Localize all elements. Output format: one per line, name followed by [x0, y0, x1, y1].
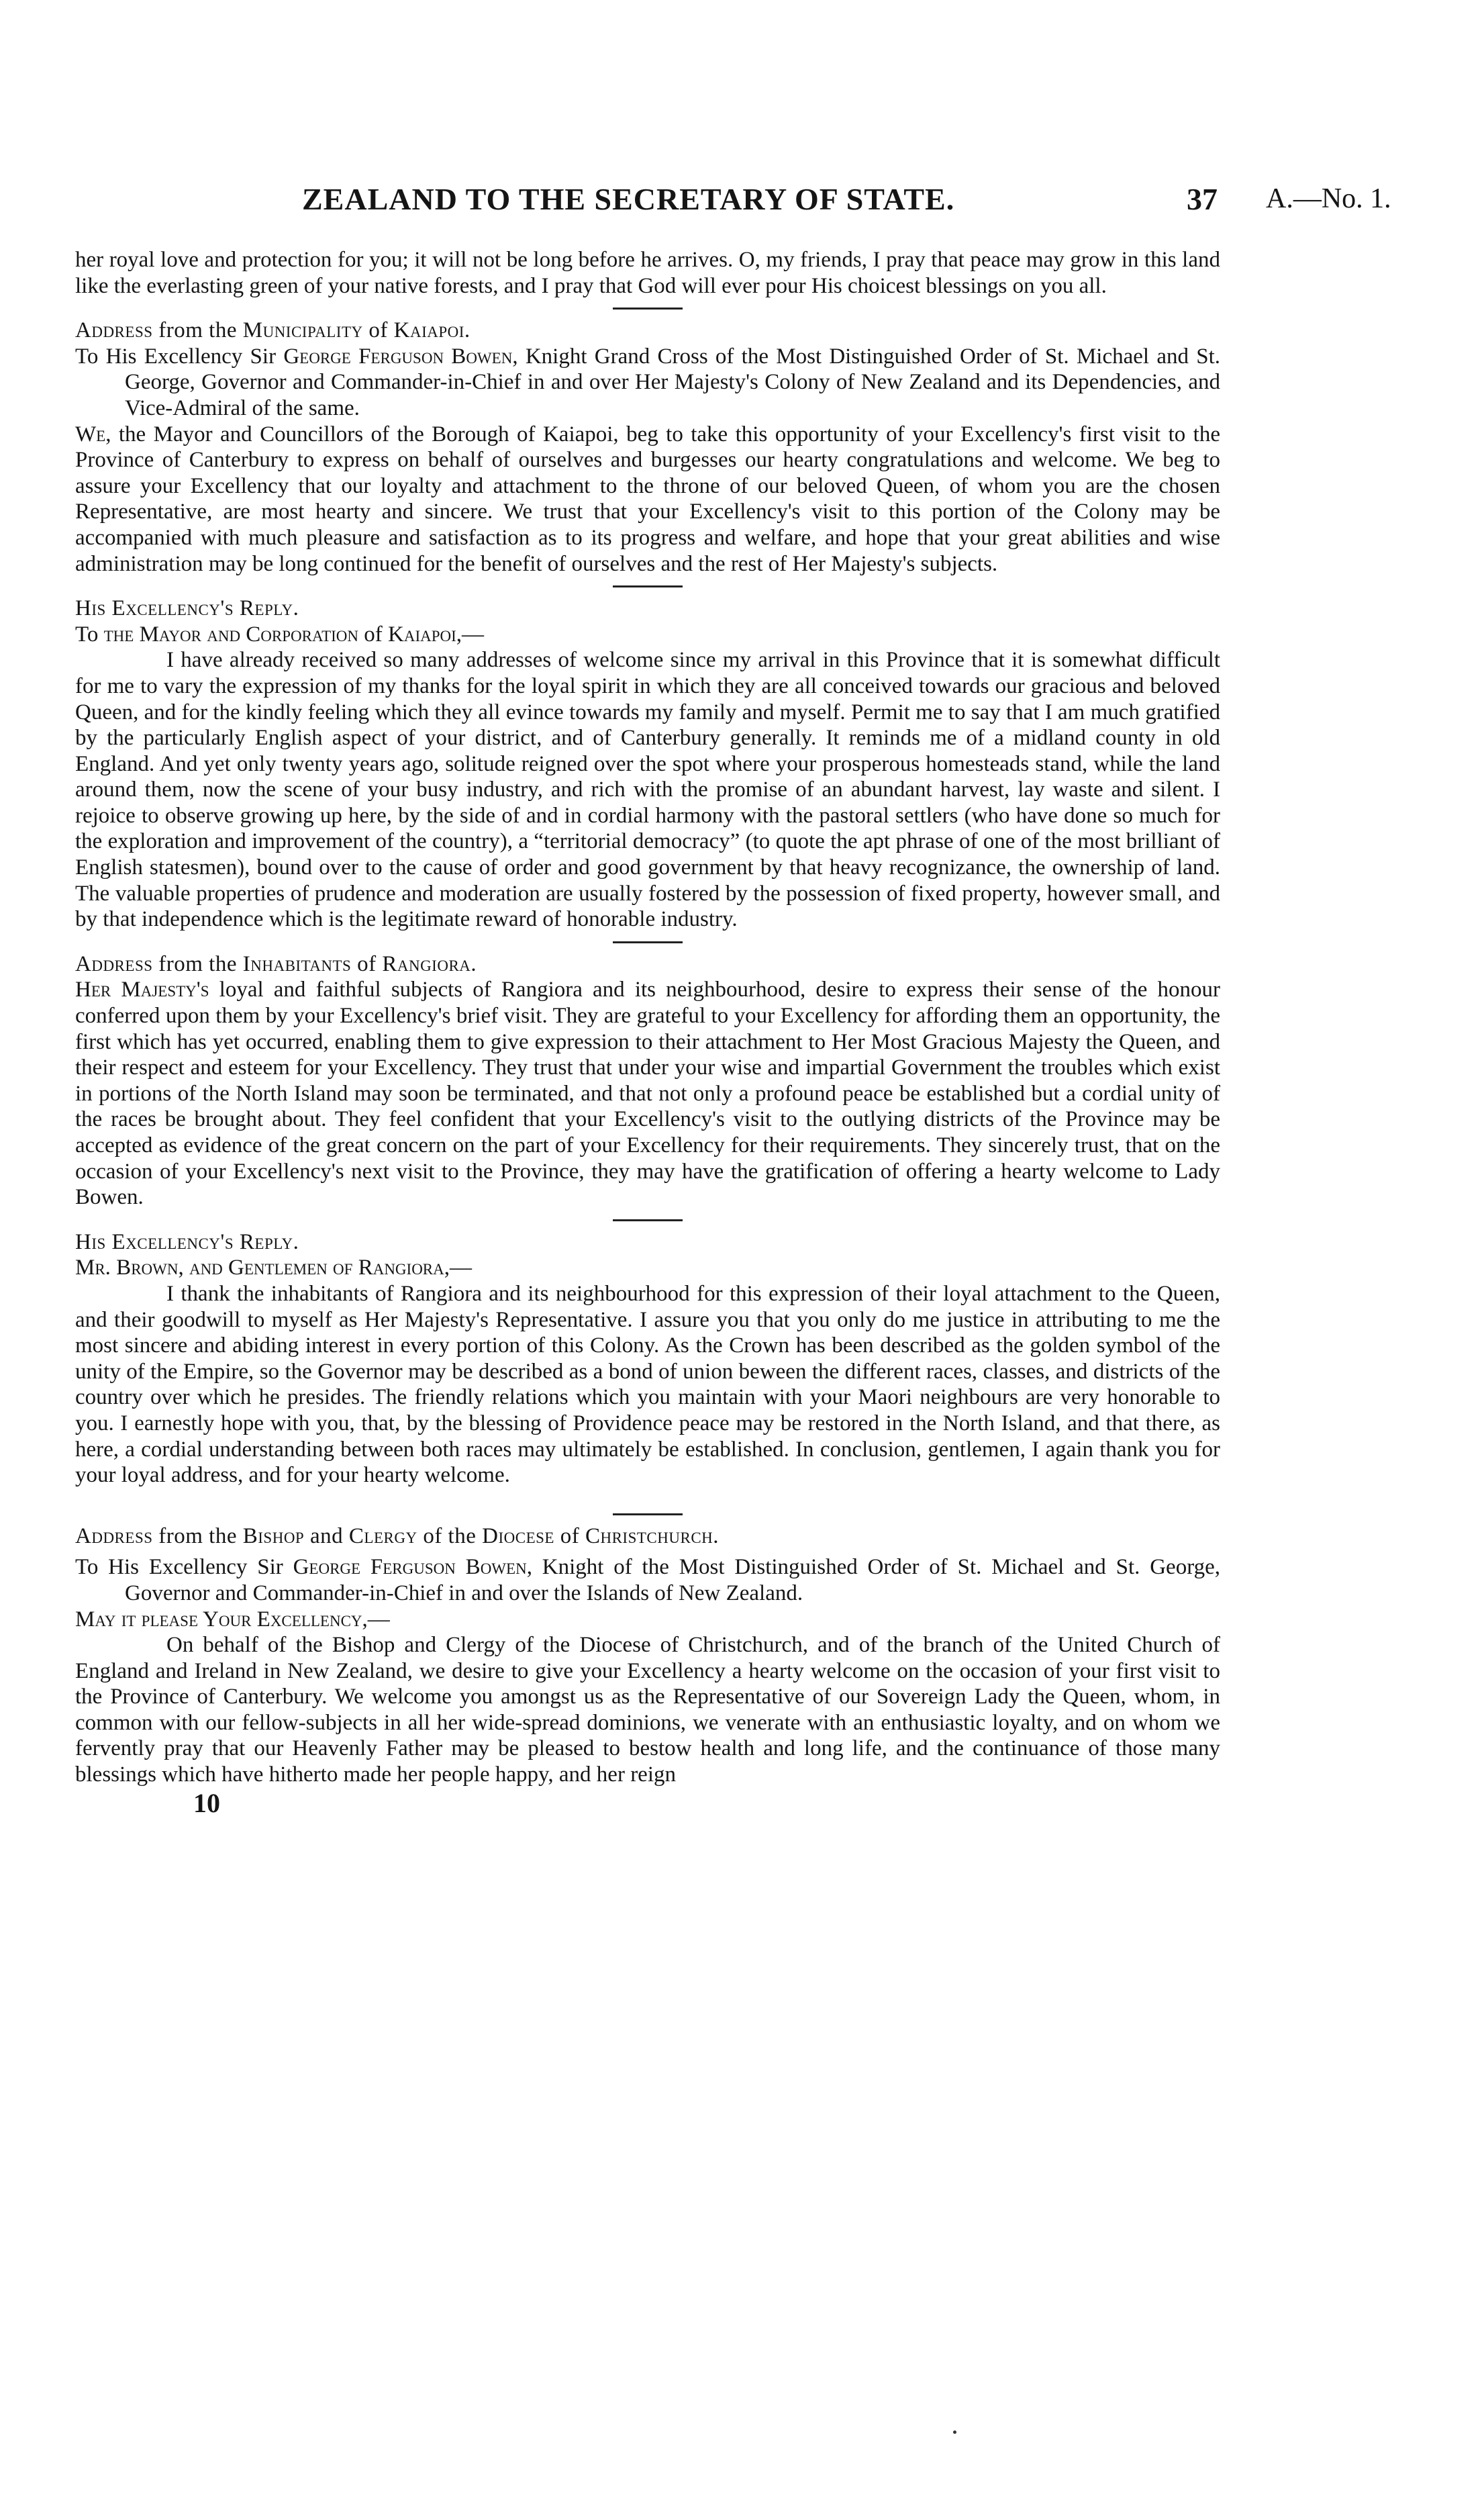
spacer: [75, 1489, 1220, 1505]
salutation-text: To: [75, 622, 104, 647]
addressee-name: George Ferguson Bowen: [283, 344, 513, 369]
heading-word: of the: [417, 1523, 483, 1548]
heading-word: and: [304, 1523, 349, 1548]
salutation-text: ,—: [456, 622, 485, 647]
paper-reference: A.—No. 1.: [1266, 183, 1391, 214]
heading-word: Christchurch.: [585, 1523, 720, 1548]
print-speck: [953, 2430, 956, 2434]
salutation-text: the Mayor and Corporation: [103, 622, 358, 647]
heading-word: Kaiapoi.: [393, 318, 471, 343]
page-header: [0, 181, 1484, 228]
addressee-text: , Knight of the Most Distinguished Order of St. Michael and St. George, Governor and Commander-in-Chief in and over the Islands of New Zealand.: [125, 1555, 1220, 1605]
kaiapoi-reply-body: I have already received so many addresses of welcome since my arrival in this Province that it is somewhat difficult for me to vary the expression of my thanks for the loyal spirit in which they are all conceived towards our gracious and beloved Queen, and for the kindly feeling which they all evince towards my family and myself. Permit me to say that I am much gratified by the particularly English aspect of your district, and of Canterbury generally. It reminds me of a midland county in old England. And yet only twenty years ago, solitude reigned over the spot where your prosperous homesteads stand, while the land around them, now the scene of your busy industry, and rich with the promise of an abundant harvest, lay waste and silent. I rejoice to observe growing up here, by the side of and in cordial harmony with the pastoral settlers (who have done so much for the exploration and improvement of the country), a “territorial democracy” (to quote the apt phrase of one of the most brilliant of English statesmen), bound over to the cause of order and good government by that heavy recognizance, the ownership of land. The valuable properties of prudence and moderation are usually fostered by the possession of fixed property, however small, and by that independence which is the legitimate reward of honorable industry.: [75, 648, 1220, 932]
christchurch-addressee: [75, 1554, 1220, 1606]
rangiora-address-heading: [75, 951, 1220, 978]
lead-word: We: [75, 422, 106, 446]
spacer: [75, 1549, 1220, 1554]
running-title: ZEALAND TO THE SECRETARY OF STATE.: [302, 182, 955, 216]
heading-word: Bishop: [242, 1523, 305, 1548]
kaiapoi-reply-salutation: [75, 622, 1220, 648]
heading-word: from the: [152, 1523, 243, 1548]
addressee-text: , Knight Grand Cross of the Most Distinguished Order of St. Michael and St. George, Governor and Commander-in-Chief in and over Her Majesty's Colony of New Zealand and its Dependencies, and Vice-Admiral of the same.: [125, 344, 1221, 420]
heading-word: Inhabitants: [242, 951, 352, 976]
heading-word: Address: [75, 318, 153, 343]
lead-word: Her Majesty's: [75, 978, 209, 1002]
heading-word: Address: [75, 951, 153, 976]
rangiora-reply-body: I thank the inhabitants of Rangiora and its neighbourhood for this expression of their loyal attachment to the Queen, and their goodwill to myself as Her Majesty's Representative. I assure you that you only do me justice in attributing to me the most sincere and abiding interest in every portion of this Colony. As the Crown has been described as the golden symbol of the unity of the Empire, so the Governor may be described as a bond of union beween the different races, classes, and districts of the country over which he presides. The friendly relations which you maintain with your Maori neighbours are very honorable to you. I earnestly hope with you, that, by the blessing of Providence peace may be restored in the North Island, and that there, as here, a cordial understanding between both races may ultimately be established. In conclusion, gentlemen, I again thank you for your loyal address, and for your hearty welcome.: [75, 1281, 1220, 1488]
heading-word: Address: [75, 1523, 153, 1548]
kaiapoi-addressee: [75, 344, 1220, 422]
page-number: 37: [1187, 182, 1218, 216]
heading-word: of: [351, 951, 383, 976]
christchurch-address-body: On behalf of the Bishop and Clergy of the Diocese of Christchurch, and of the branch of the United Church of England and Ireland in New Zealand, we desire to give your Excellency a hearty welcome on the occasion of your first visit to the Province of Canterbury. We welcome you amongst us as the Representative of our Sovereign Lady the Queen, whom, in common with our fellow-subjects in all her wide-spread dominions, we venerate with an enthusiastic loyalty, and on whom we fervently pray that our Heavenly Father may be pleased to bestow health and long life, and the continuance of those many blessings which have hitherto made her people happy, and her reign: [75, 1633, 1220, 1787]
document-body: [75, 247, 1220, 1816]
printer-signature-mark: 10: [193, 1787, 220, 1818]
heading-word: from the: [152, 951, 243, 976]
heading-word: Diocese: [482, 1523, 554, 1548]
section-divider: [613, 308, 683, 310]
rangiora-address-body: [75, 977, 1220, 1210]
addressee-name: George Ferguson Bowen: [293, 1555, 527, 1580]
salutation-text: of: [358, 622, 388, 647]
kaiapoi-address-heading: [75, 318, 1220, 344]
opening-paragraph: her royal love and protection for you; it will not be long before he arrives. O, my friends, I pray that peace may grow in this land like the everlasting green of your native forests, and I pray that God will ever pour His choicest blessings on you all.: [75, 248, 1220, 298]
rangiora-reply-heading: His Excellency's Reply.: [75, 1229, 299, 1254]
christchurch-salutation: May it please Your Excellency,—: [75, 1607, 390, 1632]
body-text: loyal and faithful subjects of Rangiora and its neighbourhood, desire to express their sense of the honour conferred upon them by your Excellency's brief visit. They are grateful to your Excellency for affording them an opportunity, the first which has yet occurred, enabling them to give expression to their attachment to Her Most Gracious Majesty the Queen, and their respect and esteem for your Excellency. They trust that under your wise and impartial Government the troubles which exist in portions of the North Island may soon be terminated, and that not only a profound peace be established but a cordial unity of the races be brought about. They feel confident that your Excellency's visit to the outlying districts of the Province may be accepted as evidence of the great concern on the part of your Excellency for their requirements. They sincerely trust, that on the occasion of your Excellency's next visit to the Province, they may have the gratification of offering a hearty welcome to Lady Bowen.: [75, 978, 1220, 1210]
section-divider: [613, 1219, 683, 1221]
rangiora-reply-salutation: Mr. Brown, and Gentlemen of Rangiora,—: [75, 1256, 473, 1280]
heading-word: Clergy: [348, 1523, 417, 1548]
kaiapoi-address-body: [75, 422, 1220, 577]
christchurch-address-heading: [75, 1523, 1220, 1550]
heading-word: Municipality: [242, 318, 363, 343]
section-divider: [613, 941, 683, 943]
heading-word: of: [554, 1523, 585, 1548]
heading-word: of: [362, 318, 394, 343]
heading-word: Rangiora.: [382, 951, 477, 976]
section-divider: [613, 585, 683, 587]
salutation-text: Kaiapoi: [388, 622, 456, 647]
addressee-text: To His Excellency Sir: [75, 1555, 293, 1580]
section-divider: [613, 1513, 683, 1515]
heading-word: from the: [152, 318, 243, 343]
addressee-text: To His Excellency Sir: [75, 344, 284, 369]
kaiapoi-reply-heading: His Excellency's Reply.: [75, 596, 299, 621]
body-text: , the Mayor and Councillors of the Borough of Kaiapoi, beg to take this opportunity of your Excellency's first visit to the Province of Canterbury to express on behalf of ourselves and burgesses our hearty congratulations and welcome. We beg to assure your Excellency that our loyalty and attachment to the throne of our beloved Queen, of whom you are the chosen Representative, are most hearty and sincere. We trust that your Excellency's visit to this portion of the Colony may be accompanied with much pleasure and satisfaction as to its progress and welfare, and hope that your great abilities and wise administration may be long continued for the benefit of ourselves and the rest of Her Majesty's subjects.: [75, 422, 1220, 576]
